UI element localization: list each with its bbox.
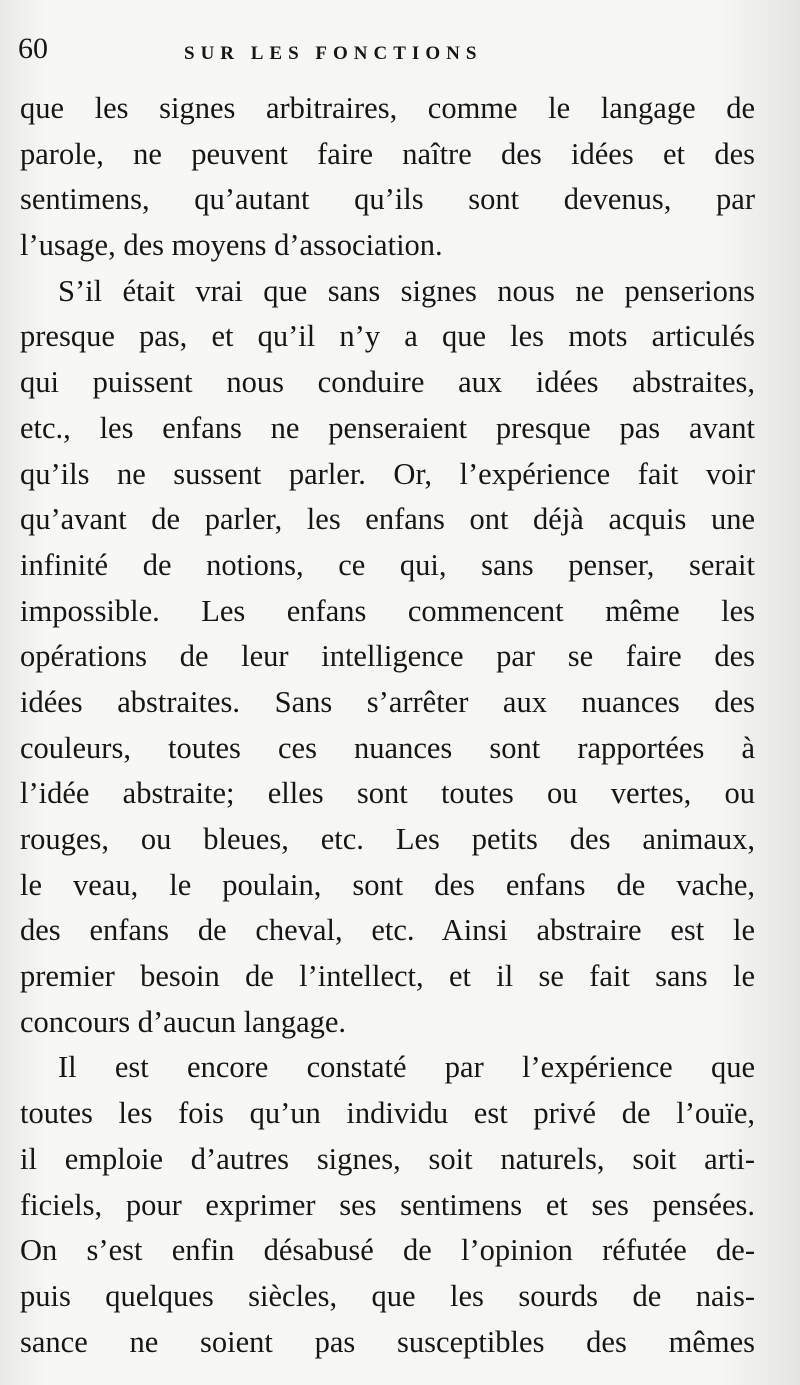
text-line: l’usage, des moyens d’association. <box>20 228 443 263</box>
page-number: 60 <box>18 32 48 65</box>
text-line: infinité de notions, ce qui, sans penser, serait <box>20 547 755 582</box>
text-line: concours d’aucun langage. <box>20 1004 347 1039</box>
text-line: sentimens, qu’autant qu’ils sont devenus, par <box>20 182 755 217</box>
text-line: toutes les fois qu’un individu est privé de l’ouïe, <box>20 1096 755 1131</box>
text-line: presque pas, et qu’il n’y a que les mots articulés <box>20 319 755 354</box>
text-line: ficiels, pour exprimer ses sentimens et ses pensées. <box>20 1187 755 1222</box>
text-line: le veau, le poulain, sont des enfans de vache, <box>20 867 755 902</box>
paragraph-start-line: Il est encore constaté par l’expérience que <box>58 1050 755 1085</box>
running-head: SUR LES FONCTIONS <box>184 43 483 64</box>
text-line: parole, ne peuvent faire naître des idées et des <box>20 136 755 171</box>
text-line: rouges, ou bleues, etc. Les petits des animaux, <box>20 822 755 856</box>
text-line: qu’avant de parler, les enfans ont déjà acquis une <box>20 502 755 537</box>
text-line: il emploie d’autres signes, soit naturels, soit arti- <box>20 1141 755 1176</box>
text-line: On s’est enfin désabusé de l’opinion réfutée de- <box>20 1233 755 1268</box>
body-text <box>20 86 755 1365</box>
text-line: opérations de leur intelligence par se faire des <box>20 639 755 674</box>
text-line: couleurs, toutes ces nuances sont rapportées à <box>20 730 755 765</box>
text-line: premier besoin de l’intellect, et il se fait sans le <box>20 959 755 994</box>
text-line: impossible. Les enfans commencent même les <box>20 593 755 628</box>
text-line: sance ne soient pas susceptibles des mêmes <box>20 1324 755 1359</box>
text-line: idées abstraites. Sans s’arrêter aux nuances des <box>20 684 755 719</box>
text-line: qu’ils ne sussent parler. Or, l’expérience fait voir <box>20 456 755 491</box>
text-line: que les signes arbitraires, comme le langage de <box>20 91 755 125</box>
text-line: qui puissent nous conduire aux idées abstraites, <box>20 365 755 400</box>
text-line: puis quelques siècles, que les sourds de nais- <box>20 1278 755 1313</box>
paragraph-start-line: S’il était vrai que sans signes nous ne penserions <box>58 273 755 308</box>
text-line: etc., les enfans ne penseraient presque pas avant <box>20 410 755 445</box>
text-line: l’idée abstraite; elles sont toutes ou vertes, ou <box>20 776 755 811</box>
text-line: des enfans de cheval, etc. Ainsi abstraire est le <box>20 913 755 948</box>
